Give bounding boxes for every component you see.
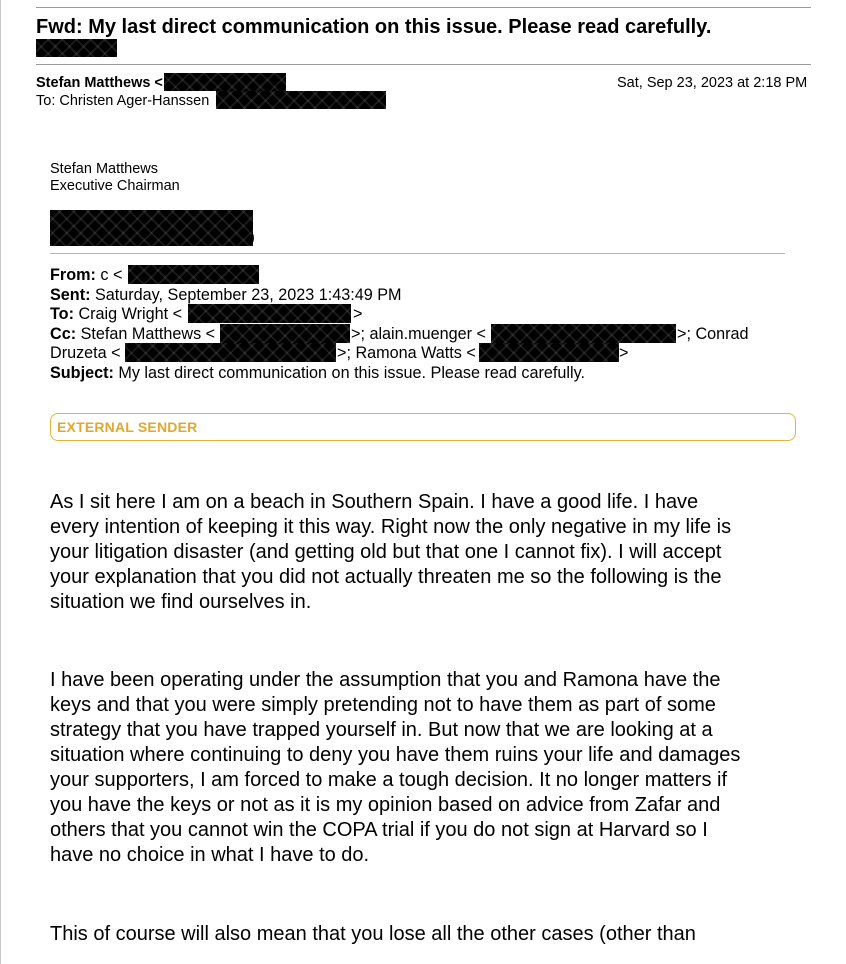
signature-paren: ) [250,230,255,246]
body-line: situation where continuing to deny you have them ruins your life and damages [50,744,741,766]
forward-cc-value-2: >; alain.muenger < [351,325,486,343]
forward-cc-line2-b: >; Ramona Watts < [337,344,476,362]
signature-name: Stefan Matthews [50,161,158,177]
body-line: This of course will also mean that you lose all the other cases (other than [50,923,696,945]
redacted-block [491,324,676,343]
top-divider [36,7,811,8]
body-line: I have been operating under the assumption that you and Ramona have the [50,669,721,691]
forward-from-label: From: [50,266,96,284]
recipient-line: To: Christen Ager-Hanssen [36,93,210,109]
body-line: others that you cannot win the COPA trial if you do not sign at Harvard so I [50,819,708,841]
body-line: you have the keys or not as it is my opinion based on advice from Zafar and [50,794,721,816]
redacted-block [188,304,351,323]
redacted-block [220,324,350,343]
redacted-block [36,39,117,57]
forward-sent-label: Sent: [50,286,91,304]
body-line: your explanation that you did not actually threaten me so the following is the [50,566,722,588]
body-paragraph-3 [50,922,840,947]
external-sender-banner [50,413,796,441]
forward-cc-label: Cc: [50,325,77,343]
forward-sent-row [50,286,402,305]
forward-cc-row [50,325,215,344]
body-line: keys and that you were simply pretending not to have them as part of some [50,694,716,716]
forward-subject-row [50,364,585,383]
sender-name: Stefan Matthews < [36,75,163,91]
email-date: Sat, Sep 23, 2023 at 2:18 PM [617,75,808,91]
subject-divider [36,64,811,65]
body-line: have no choice in what I have to do. [50,844,370,866]
signature-title: Executive Chairman [50,178,180,194]
forward-from-value: c < [95,266,123,284]
forward-cc-value-1: Stefan Matthews < [76,325,216,343]
body-line: your supporters, I am forced to make a tough decision. It no longer matters if [50,769,728,791]
forward-to-label: To: [50,305,74,323]
body-line: every intention of keeping it this way. Right now the only negative in my life is [50,516,732,538]
forward-to-value: Craig Wright < [73,305,183,323]
forward-cc-value-3: >; Conrad [677,325,749,343]
body-line: situation we find ourselves in. [50,591,312,613]
body-paragraph-2 [50,668,840,868]
body-line: As I sit here I am on a beach in Southern Spain. I have a good life. I have [50,491,699,513]
forward-to-row [50,305,182,324]
forward-from-row [50,266,122,285]
forward-subject-label: Subject: [50,364,114,382]
redacted-block [164,73,286,91]
forward-divider [50,253,785,254]
forward-to-close: > [353,305,363,323]
email-subject: Fwd: My last direct communication on this issue. Please read carefully. [36,16,712,38]
redacted-block [479,343,619,362]
forward-sent-value: Saturday, September 23, 2023 1:43:49 PM [90,286,402,304]
external-sender-label: EXTERNAL SENDER [57,419,198,435]
redacted-block [128,265,259,284]
forward-cc-line2-a: Druzeta < [50,344,121,362]
redacted-block [216,91,386,109]
body-paragraph-1 [50,490,840,615]
redacted-block [125,343,336,362]
forward-subject-value: My last direct communication on this issue. Please read carefully. [113,364,585,382]
redacted-block [50,210,253,246]
body-line: your litigation disaster (and getting old but that one I cannot fix). I will accept [50,541,722,563]
forward-cc-line2-c: > [619,344,629,362]
body-line: strategy that you have trapped yourself in. But now that we are looking at a [50,719,713,741]
